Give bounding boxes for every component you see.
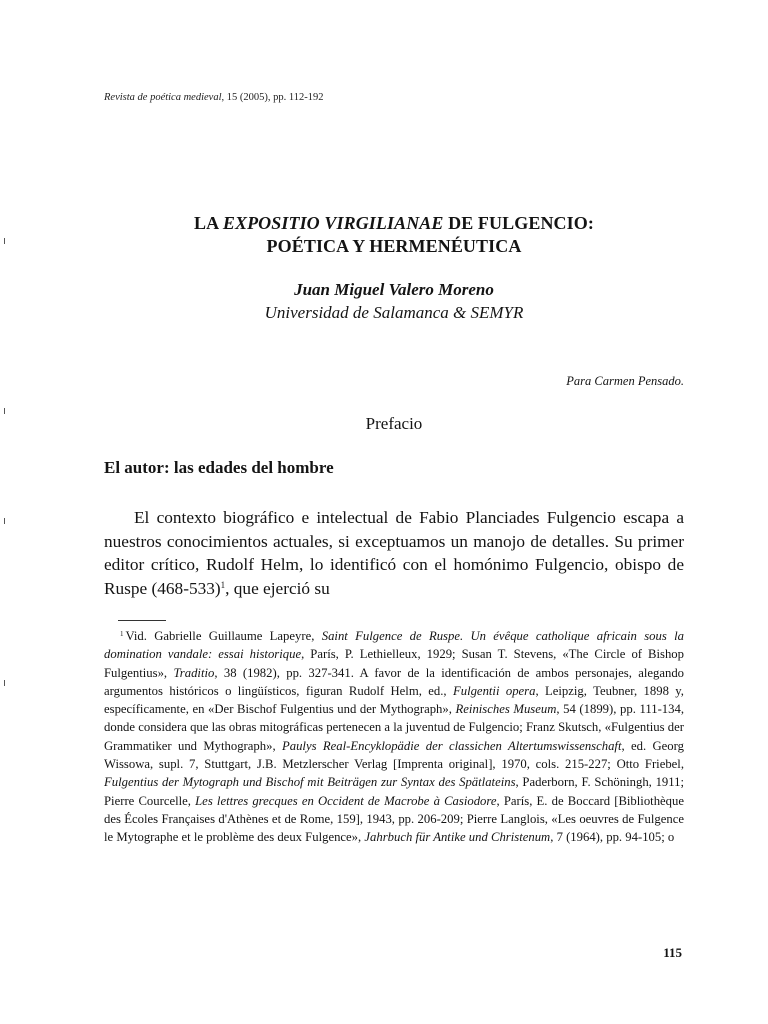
footnote-cited-title: Paulys Real-Encyklopädie der classichen Altertumswissenschaft <box>281 738 622 753</box>
body-text-end: , que ejerció su <box>225 578 330 598</box>
title-line-1 <box>104 212 684 235</box>
dedication: Para Carmen Pensado. <box>566 374 684 388</box>
margin-mark <box>4 238 5 244</box>
footnote-cited-title: Fulgentius der Mytograph und Bischof mit Beiträgen zur Syntax des Spätlateins <box>104 775 516 790</box>
footnote-text: Vid. Gabrielle Guillaume Lapeyre, <box>125 629 322 643</box>
page-number: 115 <box>663 945 682 960</box>
footnote-text: , ed. Georg Wissowa, supl. 7, Stuttgart, J.B. Metzlerscher Verlag [Imprenta original], 1970, cols. 215-227; Otto Friebel, <box>104 738 684 772</box>
title-italic-work: EXPOSITIO VIRGILIANAE <box>222 213 444 233</box>
footnote-text: , 54 (1899), pp. 111-134, donde considera que las obras mitográficas pertenecen a la juventud de Fulgencio; Franz Skutsch, «Fulgentius der Grammatiker und Mythograph», <box>104 702 684 753</box>
author-affiliation: Universidad de Salamanca & SEMYR <box>264 303 524 322</box>
title-suffix: DE FULGENCIO: <box>443 213 594 233</box>
footnote-cited-title: Fulgentii opera <box>452 683 536 698</box>
body-text: El contexto biográfico e intelectual de Fabio Planciades Fulgencio escapa a nuestros conocimientos actuales, si exceptuamos un manojo de detalles. Su primer editor crítico, Rudolf Helm, lo identificó con el homónimo Fulgencio, obispo de Ruspe (468-533) <box>104 508 684 598</box>
footnote <box>104 627 684 847</box>
footnote-number: 1 <box>120 630 124 638</box>
footnote-text: , 38 (1982), pp. 327-341. A favor de la identificación de ambos personajes, alegando argumentos históricos o lingüísticos, figuran Rudolf Helm, ed., <box>104 665 685 698</box>
footnote-cited-title: Jahrbuch für Antike und Christenum <box>364 830 551 845</box>
margin-mark <box>4 408 5 414</box>
running-header <box>104 92 323 103</box>
title-line-2: POÉTICA Y HERMENÉUTICA <box>266 236 522 256</box>
footnote-cited-title: Saint Fulgence de Ruspe. Un évêque catholique africain sous la domination vandale: essai historique <box>104 629 684 662</box>
footnote-text: , Leipzig, Teubner, 1898 y, específicamente, en «Der Bischof Fulgentius und der Mythograph», <box>104 683 684 717</box>
subheading: El autor: las edades del hombre <box>104 458 334 477</box>
footnote-divider <box>118 620 166 621</box>
footnote-text: , París, P. Lethielleux, 1929; Susan T. Stevens, «The Circle of Bishop Fulgentius», <box>104 647 684 680</box>
margin-mark <box>4 680 5 686</box>
section-title: Prefacio <box>365 414 423 433</box>
journal-details: , 15 (2005), pp. 112-192 <box>221 92 324 103</box>
author-name: Juan Miguel Valero Moreno <box>294 280 494 299</box>
body-paragraph <box>104 506 684 600</box>
article-title <box>104 212 684 258</box>
footnote-reference: 1 <box>220 579 226 590</box>
margin-mark <box>4 518 5 524</box>
footnote-cited-title: Traditio <box>173 665 215 680</box>
journal-name: Revista de poética medieval <box>104 92 222 103</box>
title-prefix: LA <box>194 213 223 233</box>
author-block <box>104 278 684 324</box>
footnote-cited-title: Les lettres grecques en Occident de Macrobe à Casiodore <box>195 793 497 808</box>
footnote-text: , Paderborn, F. Schöningh, 1911; Pierre Courcelle, <box>104 775 685 808</box>
footnote-cited-title: Reinisches Museum <box>455 702 557 717</box>
footnote-text: , 7 (1964), pp. 94-105; o <box>550 830 675 845</box>
footnote-text: , París, E. de Boccard [Bibliothèque des Écoles Françaises d'Athènes et de Rome, 159], 1943, pp. 206-209; Pierre Langlois, «Les oeuvres de Fulgence le Mytographe et le problème des deux Fulgence», <box>104 793 684 845</box>
